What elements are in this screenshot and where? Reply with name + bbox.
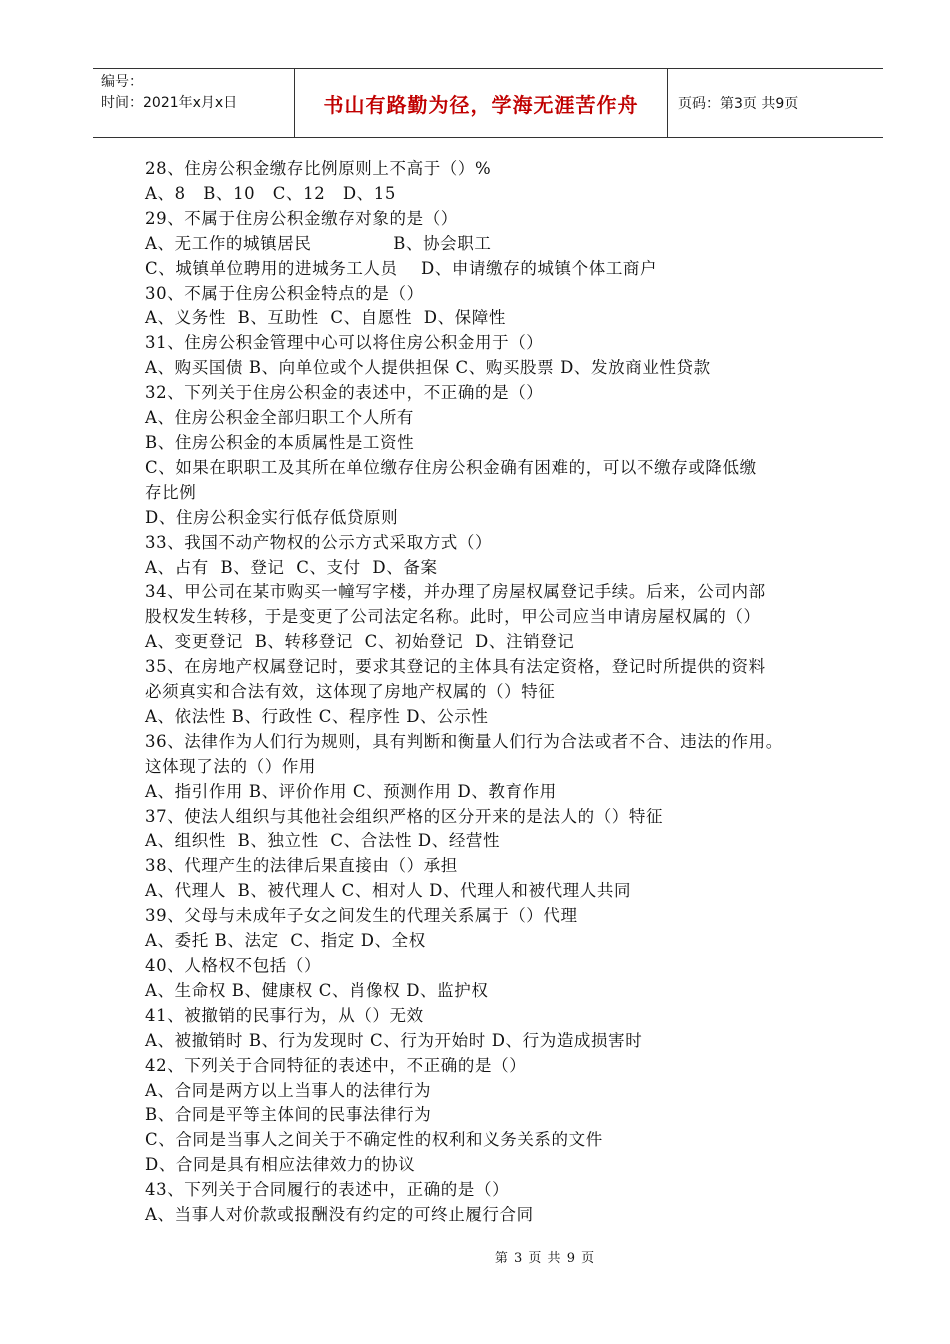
text-line: 31、住房公积金管理中心可以将住房公积金用于（） [145,333,544,353]
text-line: 存比例 [145,482,197,502]
text-line: 34、甲公司在某市购买一幢写字楼，并办理了房屋权属登记手续。后来，公司内部 [145,582,766,602]
header-meta [93,69,295,137]
text-line: A、无工作的城镇居民 B、协会职工 [145,233,492,253]
text-line: 37、使法人组织与其他社会组织严格的区分开来的是法人的（）特征 [145,806,664,826]
text-line: 30、不属于住房公积金特点的是（） [145,283,424,303]
text-line: C、如果在职职工及其所在单位缴存住房公积金确有困难的，可以不缴存或降低缴 [145,457,757,477]
text-line: 33、我国不动产物权的公示方式采取方式（） [145,532,493,552]
text-line: A、生命权 B、健康权 C、肖像权 D、监护权 [145,980,489,1000]
text-line: 这体现了法的（）作用 [145,756,316,776]
text-line: B、住房公积金的本质属性是工资性 [145,432,415,452]
text-line: A、购买国债 B、向单位或个人提供担保 C、购买股票 D、发放商业性贷款 [145,358,711,378]
text-line: A、变更登记 B、转移登记 C、初始登记 D、注销登记 [145,632,575,652]
text-line: A、组织性 B、独立性 C、合法性 D、经营性 [145,831,501,851]
text-line: A、代理人 B、被代理人 C、相对人 D、代理人和被代理人共同 [145,881,632,901]
time-label: 时间：2021年x月x日 [101,95,238,111]
text-line: C、合同是当事人之间关于不确定性的权利和义务关系的文件 [145,1130,603,1150]
text-line: A、占有 B、登记 C、支付 D、备案 [145,557,438,577]
header-page-number: 页码：第3页 共9页 [678,96,799,112]
text-line: A、当事人对价款或报酬没有约定的可终止履行合同 [145,1205,534,1225]
page-header [93,68,883,138]
text-line: A、合同是两方以上当事人的法律行为 [145,1080,432,1100]
text-line: 43、下列关于合同履行的表述中，正确的是（） [145,1180,510,1200]
text-line: 40、人格权不包括（） [145,956,322,975]
text-line: A、8 B、10 C、12 D、15 [145,183,396,203]
text-line: 28、住房公积金缴存比例原则上不高于（）% [145,159,492,178]
text-line: 股权发生转移，于是变更了公司法定名称。此时，甲公司应当申请房屋权属的（） [145,607,761,627]
text-line: 35、在房地产权属登记时，要求其登记的主体具有法定资格，登记时所提供的资料 [145,657,766,677]
number-label: 编号： [101,74,143,90]
text-line: 36、法律作为人们行为规则，具有判断和衡量人们行为合法或者不合、违法的作用。 [145,731,783,751]
header-motto: 书山有路勤为径，学海无涯苦作舟 [295,69,668,137]
text-line: D、住房公积金实行低存低贷原则 [145,507,399,527]
text-line: 29、不属于住房公积金缴存对象的是（） [145,208,458,228]
text-line: 32、下列关于住房公积金的表述中，不正确的是（） [145,383,544,403]
page-footer: 第 3 页 共 9 页 [494,1251,596,1266]
text-line: A、依法性 B、行政性 C、程序性 D、公示性 [145,706,489,726]
text-line: C、城镇单位聘用的进城务工人员 D、申请缴存的城镇个体工商户 [145,258,658,278]
text-line: D、合同是具有相应法律效力的协议 [145,1155,416,1175]
text-line: 41、被撤销的民事行为，从（）无效 [145,1005,424,1025]
text-line: 39、父母与未成年子女之间发生的代理关系属于（）代理 [145,906,578,926]
text-line: A、义务性 B、互助性 C、自愿性 D、保障性 [145,308,506,328]
text-line: A、委托 B、法定 C、指定 D、全权 [145,931,426,951]
text-line: A、住房公积金全部归职工个人所有 [145,408,415,428]
text-line: A、被撤销时 B、行为发现时 C、行为开始时 D、行为造成损害时 [145,1030,643,1050]
text-line: 38、代理产生的法律后果直接由（）承担 [145,856,458,876]
text-line: 必须真实和合法有效，这体现了房地产权属的（）特征 [145,682,556,702]
text-line: A、指引作用 B、评价作用 C、预测作用 D、教育作用 [145,781,557,801]
question-list [145,157,845,1228]
text-line: B、合同是平等主体间的民事法律行为 [145,1105,432,1125]
text-line: 42、下列关于合同特征的表述中，不正确的是（） [145,1055,527,1075]
